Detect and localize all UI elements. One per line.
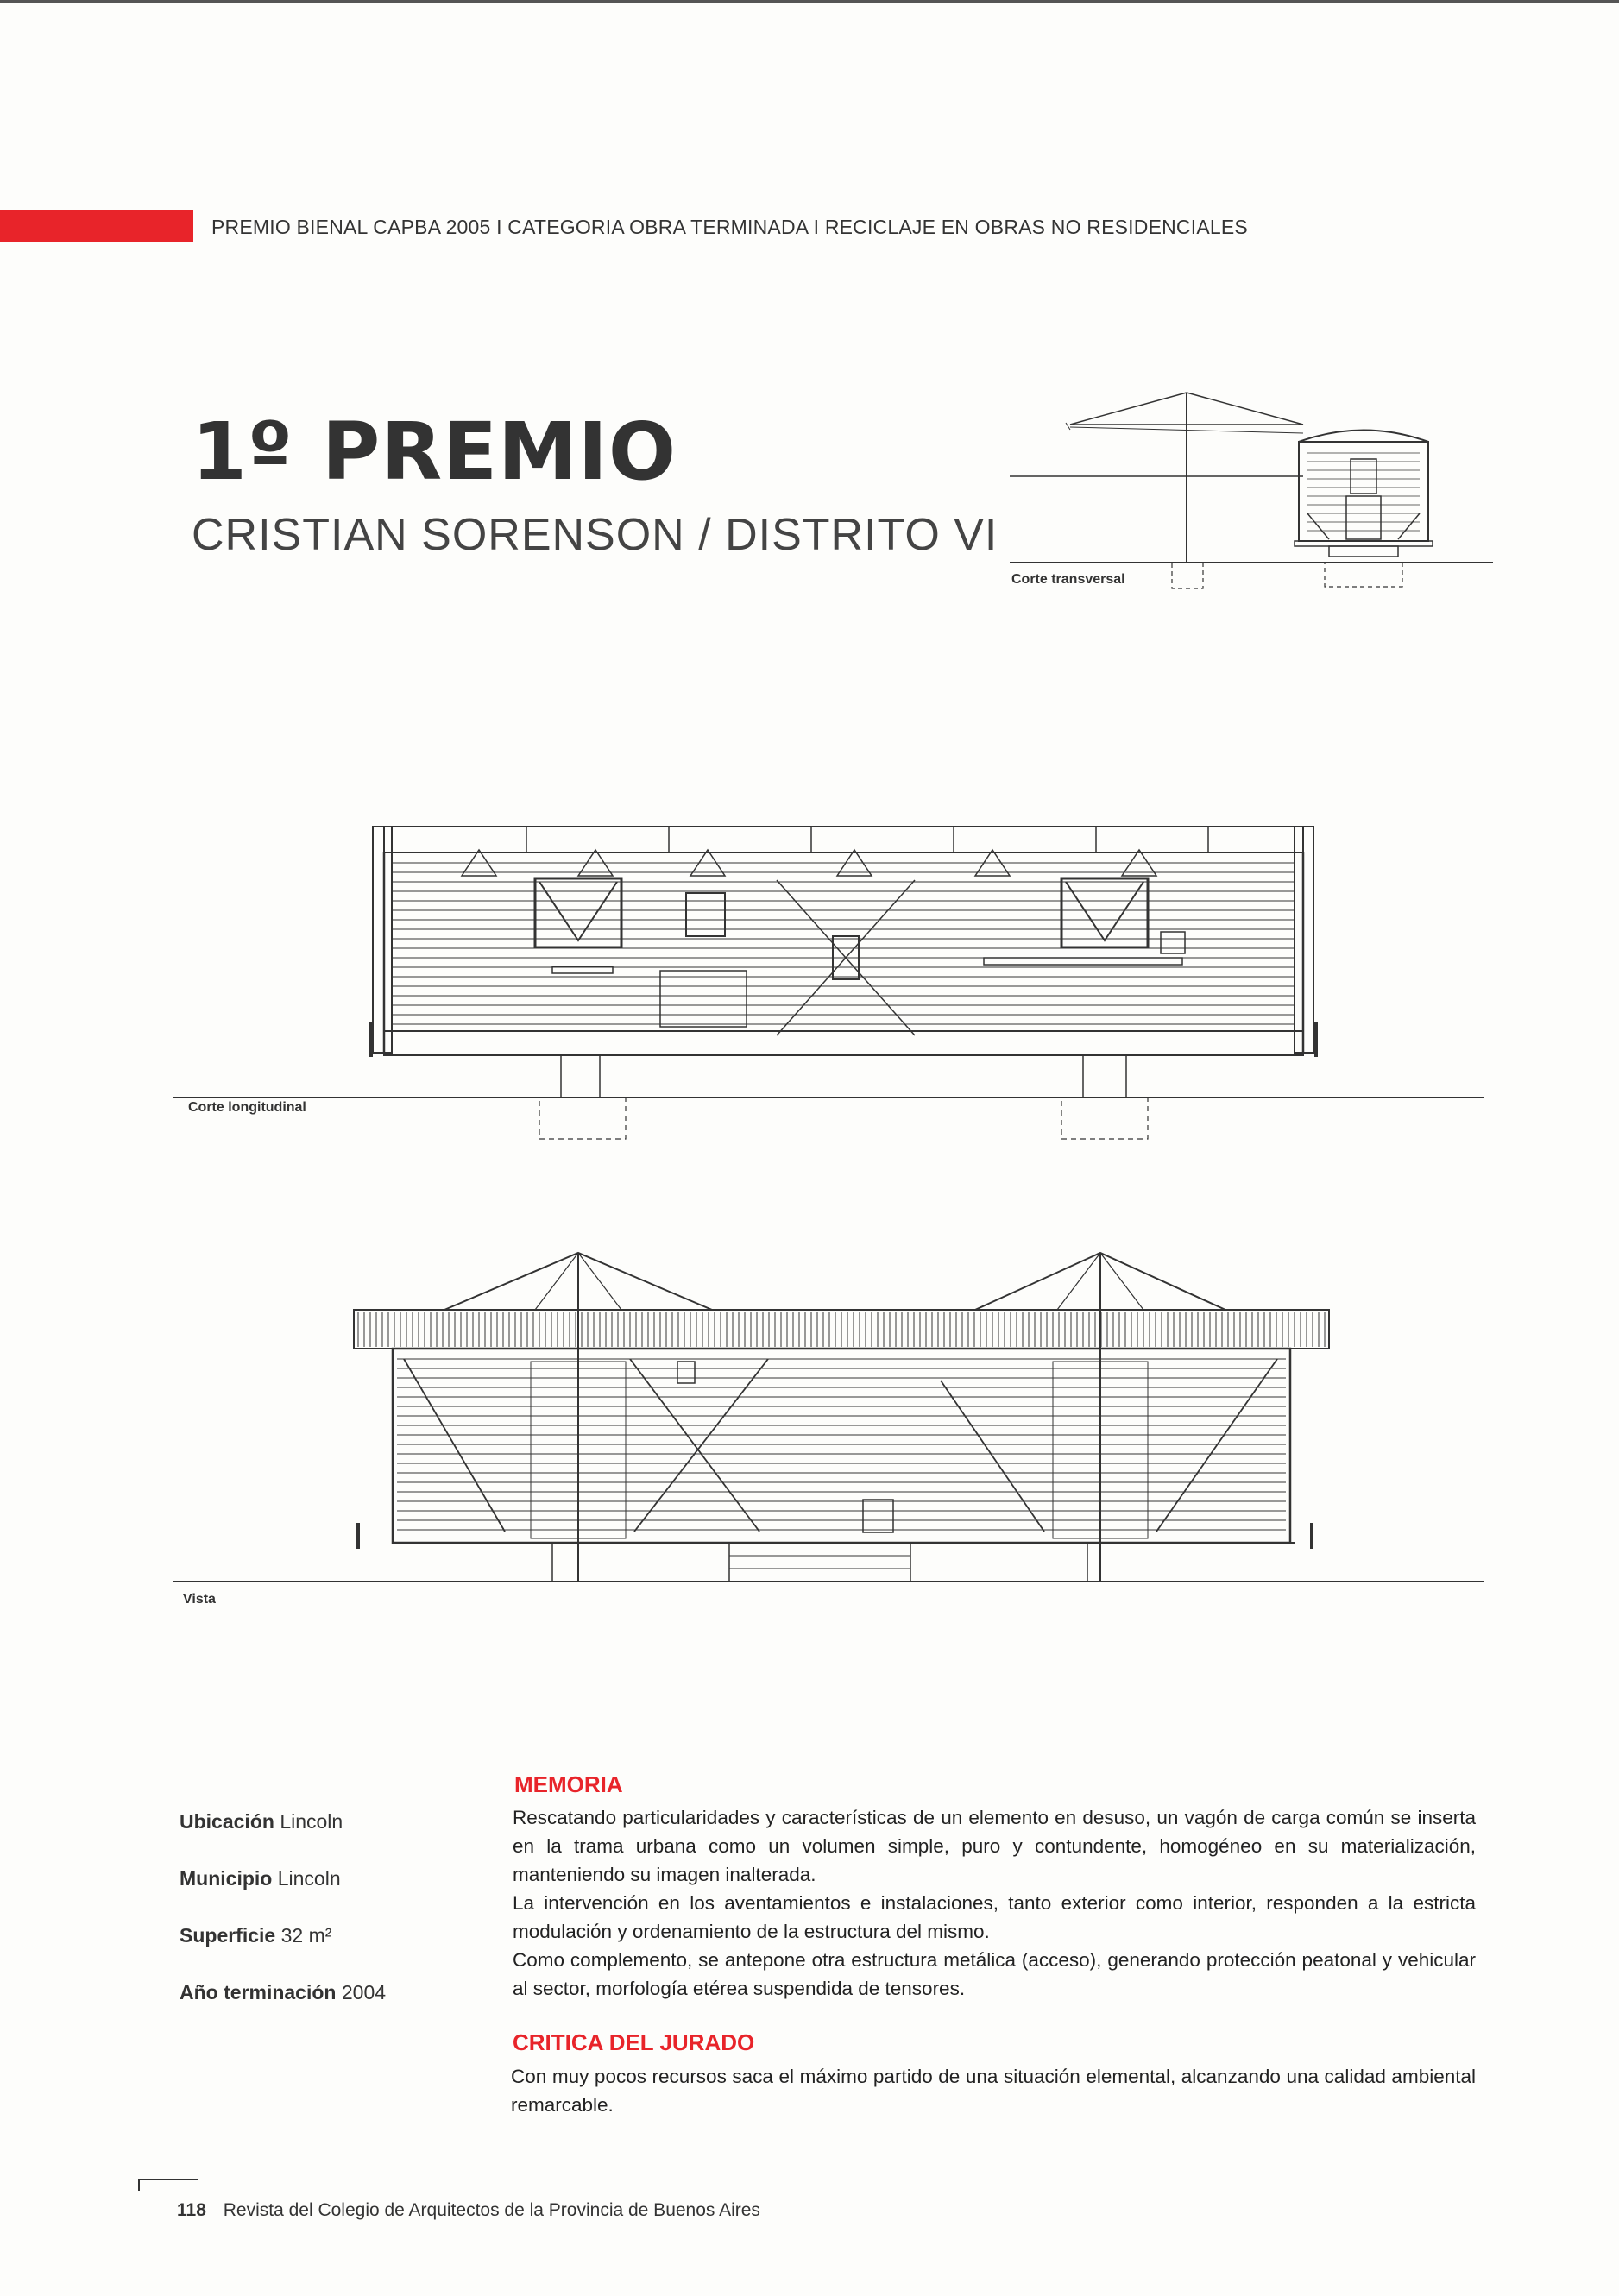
memoria-paragraph-2: La intervención en los aventamientos e instalaciones, tanto exterior como interior, responden a la estricta modulación y ordenamiento de la estructura del mismo. — [513, 1892, 1476, 1942]
corte-longitudinal-drawing — [173, 820, 1484, 1148]
meta-municipio — [180, 1867, 341, 1890]
meta-ubicacion — [180, 1810, 343, 1834]
top-rule — [0, 0, 1619, 3]
meta-superficie-value: 32 m² — [280, 1924, 332, 1947]
footer-rule — [138, 2179, 198, 2180]
header-accent-bar — [0, 210, 193, 242]
memoria-paragraph-3: Como complemento, se antepone otra estructura metálica (acceso), generando protección peatonal y vehicular al sector, morfología etérea suspendida de tensores. — [513, 1949, 1476, 1999]
meta-anio-value: 2004 — [341, 1981, 387, 2003]
meta-municipio-label: Municipio — [180, 1867, 273, 1890]
publication-name: Revista del Colegio de Arquitectos de la Provincia de Buenos Aires — [223, 2200, 760, 2220]
footer-tick — [138, 2179, 140, 2191]
meta-anio — [180, 1981, 386, 2004]
corte-transversal-caption: Corte transversal — [1011, 572, 1125, 587]
corte-longitudinal-caption: Corte longitudinal — [188, 1100, 306, 1115]
meta-anio-label: Año terminación — [180, 1981, 337, 2003]
footer — [177, 2200, 760, 2221]
vista-caption: Vista — [183, 1592, 216, 1607]
meta-superficie — [180, 1924, 331, 1947]
page-subtitle: CRISTIAN SORENSON / DISTRITO VI — [192, 510, 998, 560]
meta-municipio-value: Lincoln — [277, 1867, 341, 1890]
page-number: 118 — [177, 2200, 206, 2220]
vista-drawing — [173, 1242, 1484, 1605]
memoria-body — [513, 1803, 1476, 2003]
memoria-paragraph-1: Rescatando particularidades y características de un elemento en desuso, un vagón de carga común se inserta en la trama urbana como un volumen simple, puro y contundente, homogéneo en su materialización, manteniendo su imagen inalterada. — [513, 1807, 1476, 1885]
memoria-heading: MEMORIA — [514, 1771, 623, 1797]
meta-ubicacion-value: Lincoln — [280, 1810, 343, 1833]
critica-heading: CRITICA DEL JURADO — [513, 2029, 755, 2055]
meta-superficie-label: Superficie — [180, 1924, 276, 1947]
meta-ubicacion-label: Ubicación — [180, 1810, 274, 1833]
critica-body — [511, 2062, 1476, 2119]
breadcrumb: PREMIO BIENAL CAPBA 2005 I CATEGORIA OBRA TERMINADA I RECICLAJE EN OBRAS NO RESIDENCIALES — [211, 216, 1248, 238]
page-title: 1º PREMIO — [192, 406, 677, 498]
critica-paragraph-1: Con muy pocos recursos saca el máximo partido de una situación elemental, alcanzando una calidad ambiental remarcable. — [511, 2066, 1476, 2116]
corte-transversal-drawing — [1010, 388, 1493, 595]
